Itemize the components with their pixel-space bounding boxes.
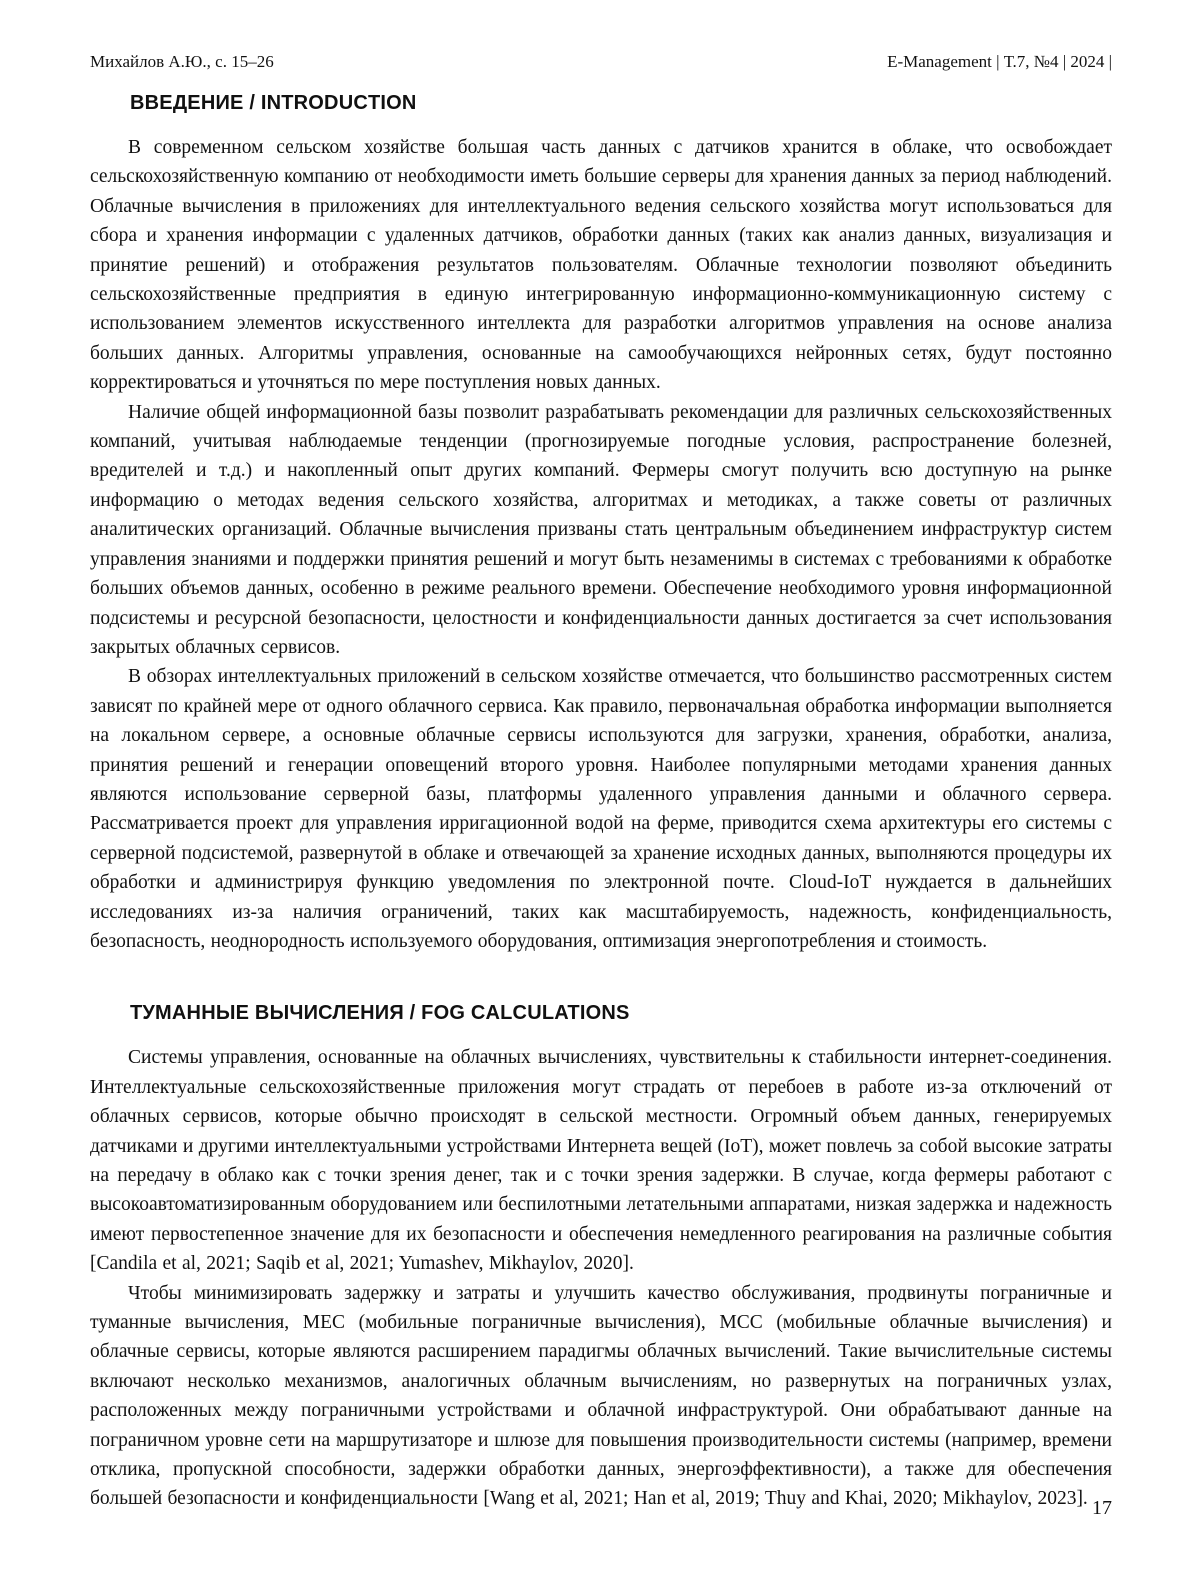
page-number: 17: [1092, 1497, 1112, 1519]
header-author-pages: Михайлов А.Ю., с. 15–26: [90, 52, 274, 71]
section-heading-fog-calculations: ТУМАННЫЕ ВЫЧИСЛЕНИЯ / FOG CALCULATIONS: [130, 1002, 630, 1025]
page-header: [90, 52, 1112, 72]
fog-paragraph-1: Системы управления, основанные на облачных вычислениях, чувствительны к стабильности интернет-соединения. Интеллектуальные сельскохозяйственные приложения могут страдать от перебоев в работе из-за отключений от облачных сервисов, которые обычно происходят в сельской местности. Огромный объем данных, генерируемых датчиками и другими интеллектуальными устройствами Интернета вещей (IoT), может повлечь за собой высокие затраты на передачу в облако как с точки зрения денег, так и с точки зрения задержки. В случае, когда фермеры работают с высокоавтоматизированным оборудованием или беспилотными летательными аппаратами, низкая задержка и надежность имеют первостепенное значение для их безопасности и обеспечения немедленного реагирования на различные события [Candila et al, 2021; Saqib et al, 2021; Yumashev, Mikhaylov, 2020].: [90, 1047, 1112, 1275]
introduction-paragraph-3: В обзорах интеллектуальных приложений в сельском хозяйстве отмечается, что большинство рассмотренных систем зависят по крайней мере от одного облачного сервиса. Как правило, первоначальная обработка информации выполняется на локальном сервере, а основные облачные сервисы используются для загрузки, хранения, обработки, анализа, принятия решений и генерации оповещений второго уровня. Наиболее популярными методами хранения данных являются использование серверной базы, платформы удаленного управления данными и облачного сервера. Рассматривается проект для управления ирригационной водой на ферме, приводится схема архитектуры его системы с серверной подсистемой, развернутой в облаке и отвечающей за хранение исходных данных, выполняются процедуры их обработки и администрируя функцию уведомления по электронной почте. Cloud-IoT нуждается в дальнейших исследованиях из-за наличия ограничений, таких как масштабируемость, надежность, конфиденциальность, безопасность, неоднородность используемого оборудования, оптимизация энергопотребления и стоимость.: [90, 666, 1112, 952]
introduction-paragraph-1: В современном сельском хозяйстве большая часть данных с датчиков хранится в облаке, что освобождает сельскохозяйственную компанию от необходимости иметь большие серверы для хранения данных за период наблюдений. Облачные вычисления в приложениях для интеллектуального ведения сельского хозяйства могут использоваться для сбора и хранения информации с удаленных датчиков, обработки данных (таких как анализ данных, визуализация и принятие решений) и отображения результатов пользователям. Облачные технологии позволяют объединить сельскохозяйственные предприятия в единую интегрированную информационно-коммуникационную систему с использованием элементов искусственного интеллекта для разработки алгоритмов управления на основе анализа больших данных. Алгоритмы управления, основанные на самообучающихся нейронных сетях, будут постоянно корректироваться и уточняться по мере поступления новых данных.: [90, 137, 1112, 394]
page-footer: [1092, 1497, 1112, 1520]
introduction-paragraph-2: Наличие общей информационной базы позволит разрабатывать рекомендации для различных сельскохозяйственных компаний, учитывая наблюдаемые тенденции (прогнозируемые погодные условия, распространение болезней, вредителей и т.д.) и накопленный опыт других компаний. Фермеры смогут получить всю доступную на рынке информацию о методах ведения сельского хозяйства, алгоритмах и методиках, а также советы от различных аналитических организаций. Облачные вычисления призваны стать центральным объединением инфраструктур систем управления знаниями и поддержки принятия решений и могут быть незаменимы в системах с требованиями к обработке больших объемов данных, особенно в режиме реального времени. Обеспечение необходимого уровня информационной подсистемы и ресурсной безопасности, целостности и конфиденциальности данных достигается за счет использования закрытых облачных сервисов.: [90, 401, 1112, 658]
section-heading-introduction: ВВЕДЕНИЕ / INTRODUCTION: [130, 92, 417, 114]
article-content: [90, 92, 1112, 1514]
fog-paragraph-2: Чтобы минимизировать задержку и затраты и улучшить качество обслуживания, продвинуты пограничные и туманные вычисления, MEC (мобильные пограничные вычисления), MCC (мобильные облачные вычисления) и облачные сервисы, которые являются расширением парадигмы облачных вычислений. Такие вычислительные системы включают несколько механизмов, аналогичных облачным вычислениям, но развернутых на пограничных узлах, расположенных между пограничными устройствами и облачной инфраструктурой. Они обрабатывают данные на пограничном уровне сети на маршрутизаторе и шлюзе для повышения производительности системы (например, времени отклика, пропускной способности, задержки обработки данных, энергоэффективности), а также для обеспечения большей безопасности и конфиденциальности [Wang et al, 2021; Han et al, 2019; Thuy and Khai, 2020; Mikhaylov, 2023].: [90, 1282, 1112, 1510]
header-journal-issue: E-Management | Т.7, №4 | 2024 |: [887, 52, 1112, 71]
